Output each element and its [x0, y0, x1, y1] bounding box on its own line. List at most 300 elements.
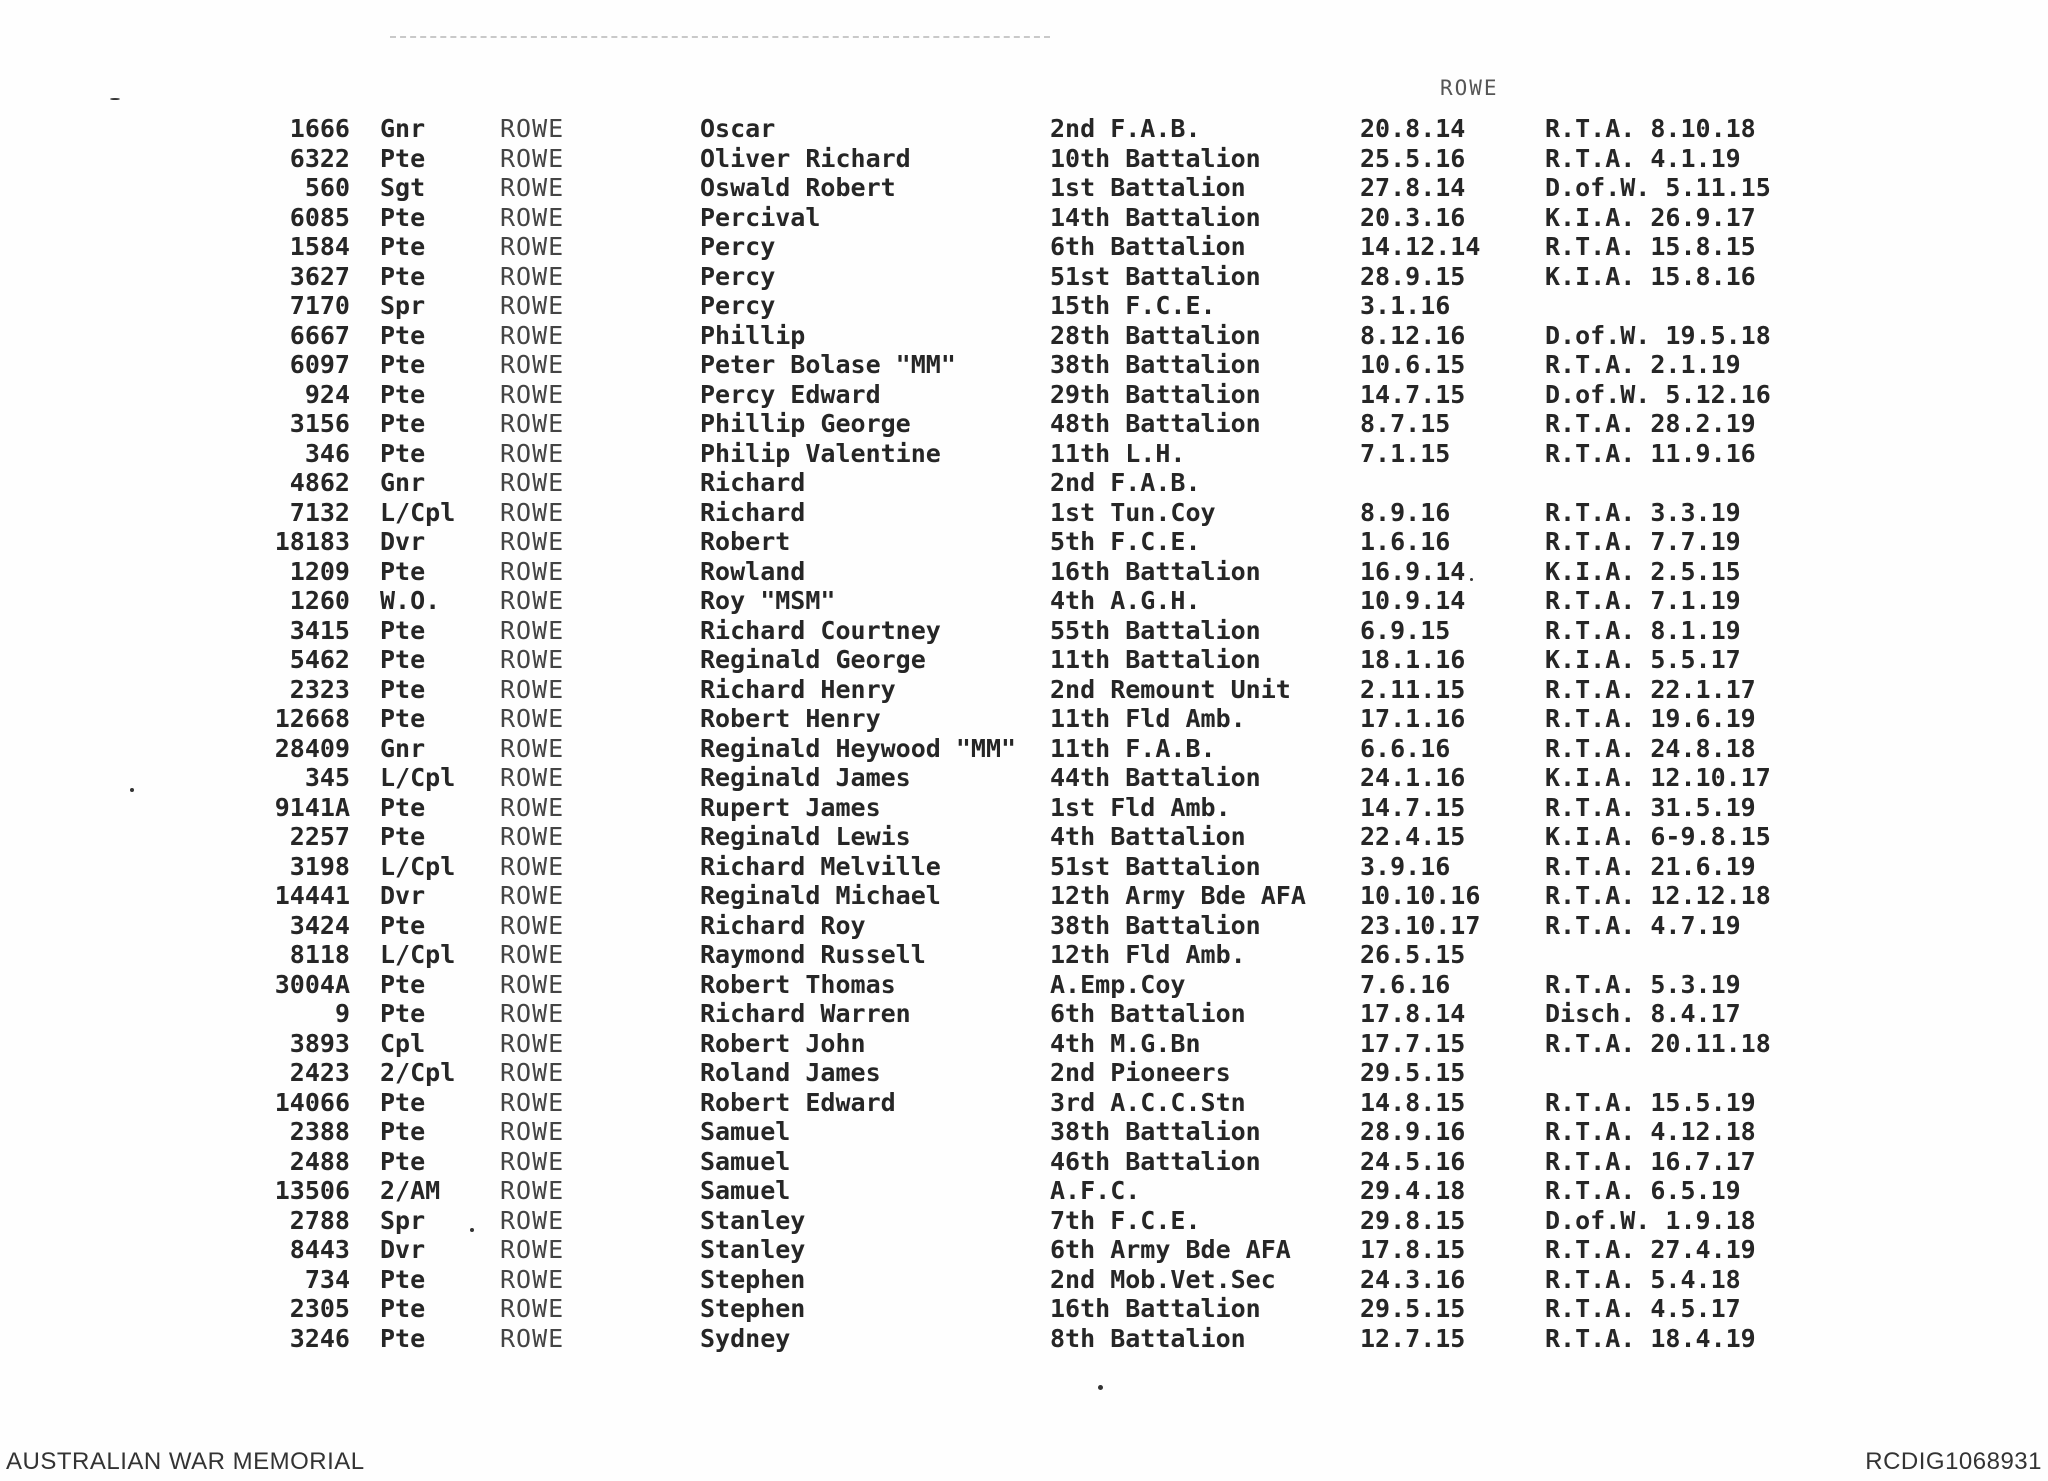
unit: 10th Battalion	[1050, 143, 1261, 173]
surname: ROWE	[500, 409, 565, 438]
given-names: Richard Warren	[700, 999, 911, 1028]
surname: ROWE	[500, 114, 565, 143]
service-number: 3156	[289, 409, 350, 438]
enlistment-date: 17.7.15	[1360, 1028, 1466, 1058]
given-names: Oliver Richard	[700, 143, 911, 173]
roll-row	[0, 1324, 2048, 1354]
unit: 4th M.G.Bn	[1050, 1028, 1201, 1058]
given-names: Stanley	[700, 1205, 806, 1235]
enlistment-date: 24.3.16	[1360, 1264, 1466, 1294]
fate: Disch. 8.4.17	[1545, 999, 1741, 1028]
roll-row	[0, 557, 2048, 587]
given-names: Robert	[700, 527, 791, 556]
roll-row	[0, 1176, 2048, 1206]
fate: K.I.A. 26.9.17	[1545, 202, 1756, 232]
enlistment-date: 27.8.14	[1360, 173, 1466, 202]
service-number: 28409	[274, 733, 350, 763]
given-names: Richard Courtney	[700, 615, 941, 645]
roll-row	[0, 1058, 2048, 1088]
service-number: 2257	[289, 822, 350, 851]
given-names: Reginald George	[700, 645, 926, 674]
unit: 48th Battalion	[1050, 409, 1261, 438]
rank: Pte	[380, 1117, 426, 1146]
unit: 46th Battalion	[1050, 1146, 1261, 1176]
rank: Pte	[380, 674, 426, 704]
unit: 51st Battalion	[1050, 851, 1261, 881]
unit: 38th Battalion	[1050, 910, 1261, 940]
service-number: 4862	[289, 468, 350, 497]
surname: ROWE	[500, 674, 565, 704]
unit: 6th Battalion	[1050, 999, 1246, 1028]
given-names: Rupert James	[700, 792, 881, 822]
unit: 11th L.H.	[1050, 438, 1186, 468]
enlistment-date: 20.3.16	[1360, 202, 1466, 232]
given-names: Richard	[700, 497, 806, 527]
given-names: Stanley	[700, 1235, 806, 1264]
service-number: 3627	[289, 261, 350, 291]
surname: ROWE	[500, 763, 565, 792]
fate: R.T.A. 4.7.19	[1545, 910, 1741, 940]
service-number: 3415	[289, 615, 350, 645]
unit: A.F.C.	[1050, 1176, 1141, 1205]
service-number: 1209	[289, 556, 350, 586]
given-names: Percy	[700, 261, 776, 291]
rank: Pte	[380, 969, 426, 999]
given-names: Stephen	[700, 1294, 806, 1323]
rank: Pte	[380, 143, 426, 173]
rank: Pte	[380, 1323, 426, 1353]
roll-row	[0, 793, 2048, 823]
rank: Pte	[380, 438, 426, 468]
service-number: 12668	[274, 704, 350, 733]
service-number: 6667	[289, 320, 350, 350]
roll-row	[0, 114, 2048, 144]
service-number: 1260	[289, 586, 350, 615]
surname: ROWE	[500, 173, 565, 202]
roll-row	[0, 704, 2048, 734]
top-rule	[390, 36, 1050, 38]
unit: 2nd Pioneers	[1050, 1058, 1231, 1087]
unit: 16th Battalion	[1050, 556, 1261, 586]
enlistment-date: 8.7.15	[1360, 409, 1451, 438]
rank: Pte	[380, 556, 426, 586]
enlistment-date: 6.6.16	[1360, 733, 1451, 763]
enlistment-date: 7.1.15	[1360, 438, 1451, 468]
unit: 38th Battalion	[1050, 1117, 1261, 1146]
given-names: Samuel	[700, 1176, 791, 1205]
fate: R.T.A. 3.3.19	[1545, 497, 1741, 527]
roll-row	[0, 527, 2048, 557]
roll-row	[0, 1029, 2048, 1059]
fate: R.T.A. 18.4.19	[1545, 1323, 1756, 1353]
unit: 2nd Mob.Vet.Sec	[1050, 1264, 1276, 1294]
surname: ROWE	[500, 1087, 565, 1117]
given-names: Percy Edward	[700, 379, 881, 409]
surname: ROWE	[500, 586, 565, 615]
service-number: 1666	[289, 114, 350, 143]
surname: ROWE	[500, 969, 565, 999]
unit: 4th Battalion	[1050, 822, 1246, 851]
service-number: 924	[304, 379, 350, 409]
given-names: Oswald Robert	[700, 173, 896, 202]
service-number: 560	[304, 173, 350, 202]
rank: Pte	[380, 615, 426, 645]
surname: ROWE	[500, 468, 565, 497]
service-number: 8118	[289, 940, 350, 969]
roll-row	[0, 1235, 2048, 1265]
enlistment-date: 24.5.16	[1360, 1146, 1466, 1176]
surname: ROWE	[500, 291, 565, 320]
rank: Pte	[380, 822, 426, 851]
given-names: Robert Edward	[700, 1087, 896, 1117]
surname: ROWE	[500, 1146, 565, 1176]
rank: Pte	[380, 645, 426, 674]
given-names: Samuel	[700, 1117, 791, 1146]
given-names: Sydney	[700, 1323, 791, 1353]
service-number: 2423	[289, 1058, 350, 1087]
rank: Pte	[380, 232, 426, 261]
rank: Pte	[380, 1264, 426, 1294]
unit: 14th Battalion	[1050, 202, 1261, 232]
roll-row	[0, 1294, 2048, 1324]
surname: ROWE	[500, 497, 565, 527]
given-names: Reginald Heywood "MM"	[700, 733, 1017, 763]
service-number: 3246	[289, 1323, 350, 1353]
fate: R.T.A. 22.1.17	[1545, 674, 1756, 704]
fate: D.of.W. 19.5.18	[1545, 320, 1771, 350]
rank: Pte	[380, 350, 426, 379]
fate: R.T.A. 8.1.19	[1545, 615, 1741, 645]
service-number: 346	[304, 438, 350, 468]
surname: ROWE	[500, 350, 565, 379]
service-number: 3424	[289, 910, 350, 940]
fate: R.T.A. 21.6.19	[1545, 851, 1756, 881]
enlistment-date: 23.10.17	[1360, 910, 1481, 940]
fate: R.T.A. 24.8.18	[1545, 733, 1756, 763]
roll-row	[0, 852, 2048, 882]
roll-row	[0, 999, 2048, 1029]
service-number: 2323	[289, 674, 350, 704]
enlistment-date: 17.1.16	[1360, 704, 1466, 733]
rank: Dvr	[380, 1235, 426, 1264]
roll-row	[0, 734, 2048, 764]
enlistment-date: 14.7.15	[1360, 379, 1466, 409]
unit: 8th Battalion	[1050, 1323, 1246, 1353]
unit: 51st Battalion	[1050, 261, 1261, 291]
given-names: Peter Bolase "MM"	[700, 350, 956, 379]
fate: K.I.A. 5.5.17	[1545, 645, 1741, 674]
surname: ROWE	[500, 822, 565, 851]
service-number: 2388	[289, 1117, 350, 1146]
unit: 6th Battalion	[1050, 232, 1246, 261]
given-names: Roland James	[700, 1058, 881, 1087]
enlistment-date: 7.6.16	[1360, 969, 1451, 999]
rank: 2/Cpl	[380, 1058, 456, 1087]
given-names: Richard	[700, 468, 806, 497]
fate: K.I.A. 15.8.16	[1545, 261, 1756, 291]
surname: ROWE	[500, 143, 565, 173]
unit: 1st Fld Amb.	[1050, 792, 1231, 822]
roll-row	[0, 144, 2048, 174]
rank: Pte	[380, 379, 426, 409]
surname: ROWE	[500, 881, 565, 910]
unit: 55th Battalion	[1050, 615, 1261, 645]
given-names: Percival	[700, 202, 821, 232]
roll-row	[0, 586, 2048, 616]
nominal-roll	[0, 114, 2048, 1353]
roll-row	[0, 350, 2048, 380]
service-number: 3004A	[274, 969, 350, 999]
fate: R.T.A. 5.3.19	[1545, 969, 1741, 999]
surname: ROWE	[500, 1205, 565, 1235]
given-names: Stephen	[700, 1264, 806, 1294]
surname: ROWE	[500, 851, 565, 881]
rank: Pte	[380, 320, 426, 350]
enlistment-date: 3.1.16	[1360, 291, 1451, 320]
unit: 16th Battalion	[1050, 1294, 1261, 1323]
given-names: Samuel	[700, 1146, 791, 1176]
surname: ROWE	[500, 261, 565, 291]
roll-row	[0, 911, 2048, 941]
roll-row	[0, 940, 2048, 970]
given-names: Roy "MSM"	[700, 586, 836, 615]
enlistment-date: 14.12.14	[1360, 232, 1481, 261]
given-names: Reginald Lewis	[700, 822, 911, 851]
service-number: 2488	[289, 1146, 350, 1176]
footer-credit: AUSTRALIAN WAR MEMORIAL	[6, 1448, 365, 1475]
given-names: Phillip George	[700, 409, 911, 438]
roll-row	[0, 409, 2048, 439]
roll-row	[0, 468, 2048, 498]
fate: R.T.A. 11.9.16	[1545, 438, 1756, 468]
surname: ROWE	[500, 1294, 565, 1323]
enlistment-date: 24.1.16	[1360, 763, 1466, 792]
service-number: 6085	[289, 202, 350, 232]
fate: D.of.W. 5.12.16	[1545, 379, 1771, 409]
surname: ROWE	[500, 1323, 565, 1353]
service-number: 2305	[289, 1294, 350, 1323]
surname: ROWE	[500, 733, 565, 763]
footer-record-id: RCDIG1068931	[1865, 1448, 2042, 1475]
fate: R.T.A. 4.5.17	[1545, 1294, 1741, 1323]
rank: Pte	[380, 261, 426, 291]
unit: 12th Army Bde AFA	[1050, 881, 1306, 910]
service-number: 345	[304, 763, 350, 792]
surname: ROWE	[500, 940, 565, 969]
service-number: 14441	[274, 881, 350, 910]
rank: Pte	[380, 1087, 426, 1117]
given-names: Robert Henry	[700, 704, 881, 733]
fate: R.T.A. 20.11.18	[1545, 1028, 1771, 1058]
unit: 29th Battalion	[1050, 379, 1261, 409]
enlistment-date: 25.5.16	[1360, 143, 1466, 173]
surname: ROWE	[500, 527, 565, 556]
given-names: Phillip	[700, 320, 806, 350]
rank: Pte	[380, 704, 426, 733]
service-number: 2788	[289, 1205, 350, 1235]
enlistment-date: 3.9.16	[1360, 851, 1451, 881]
surname: ROWE	[500, 202, 565, 232]
roll-row	[0, 439, 2048, 469]
fate: R.T.A. 16.7.17	[1545, 1146, 1756, 1176]
roll-row	[0, 262, 2048, 292]
surname: ROWE	[500, 379, 565, 409]
enlistment-date: 17.8.15	[1360, 1235, 1466, 1264]
roll-row	[0, 380, 2048, 410]
enlistment-date: 14.7.15	[1360, 792, 1466, 822]
unit: 12th Fld Amb.	[1050, 940, 1246, 969]
unit: 1st Battalion	[1050, 173, 1246, 202]
enlistment-date: 28.9.16	[1360, 1117, 1466, 1146]
given-names: Raymond Russell	[700, 940, 926, 969]
rank: Gnr	[380, 114, 426, 143]
roll-row	[0, 822, 2048, 852]
roll-row	[0, 675, 2048, 705]
fate: K.I.A. 12.10.17	[1545, 763, 1771, 792]
surname: ROWE	[500, 645, 565, 674]
rank: Cpl	[380, 1028, 426, 1058]
fate: R.T.A. 6.5.19	[1545, 1176, 1741, 1205]
service-number: 13506	[274, 1176, 350, 1205]
rank: Dvr	[380, 527, 426, 556]
roll-row	[0, 203, 2048, 233]
surname: ROWE	[500, 1058, 565, 1087]
surname: ROWE	[500, 1235, 565, 1264]
unit: 38th Battalion	[1050, 350, 1261, 379]
enlistment-date: 6.9.15	[1360, 615, 1451, 645]
service-number: 18183	[274, 527, 350, 556]
roll-row	[0, 1265, 2048, 1295]
rank: Dvr	[380, 881, 426, 910]
surname: ROWE	[500, 320, 565, 350]
given-names: Rowland	[700, 556, 806, 586]
unit: 11th F.A.B.	[1050, 733, 1216, 763]
unit: 2nd F.A.B.	[1050, 468, 1201, 497]
enlistment-date: 22.4.15	[1360, 822, 1466, 851]
rank: L/Cpl	[380, 940, 456, 969]
service-number: 5462	[289, 645, 350, 674]
unit: 11th Fld Amb.	[1050, 704, 1246, 733]
service-number: 6322	[289, 143, 350, 173]
rank: Pte	[380, 409, 426, 438]
given-names: Richard Roy	[700, 910, 866, 940]
enlistment-date: 14.8.15	[1360, 1087, 1466, 1117]
unit: 4th A.G.H.	[1050, 586, 1201, 615]
roll-row	[0, 645, 2048, 675]
enlistment-date: 10.9.14	[1360, 586, 1466, 615]
fate: R.T.A. 19.6.19	[1545, 704, 1756, 733]
scan-speck	[1098, 1385, 1103, 1390]
service-number: 6097	[289, 350, 350, 379]
roll-row	[0, 291, 2048, 321]
scan-speck	[130, 788, 134, 792]
given-names: Richard Melville	[700, 851, 941, 881]
given-names: Robert Thomas	[700, 969, 896, 999]
enlistment-date: 29.5.15	[1360, 1294, 1466, 1323]
enlistment-date: 12.7.15	[1360, 1323, 1466, 1353]
given-names: Reginald James	[700, 763, 911, 792]
scan-speck	[470, 1228, 474, 1232]
surname: ROWE	[500, 704, 565, 733]
fate: K.I.A. 2.5.15	[1545, 556, 1741, 586]
fate: R.T.A. 4.1.19	[1545, 143, 1741, 173]
service-number: 14066	[274, 1087, 350, 1117]
rank: Spr	[380, 1205, 426, 1235]
service-number: 8443	[289, 1235, 350, 1264]
fate: R.T.A. 15.5.19	[1545, 1087, 1756, 1117]
given-names: Philip Valentine	[700, 438, 941, 468]
fate: R.T.A. 4.12.18	[1545, 1117, 1756, 1146]
rank: Pte	[380, 910, 426, 940]
surname: ROWE	[500, 556, 565, 586]
roll-row	[0, 232, 2048, 262]
rank: L/Cpl	[380, 497, 456, 527]
surname: ROWE	[500, 438, 565, 468]
rank: L/Cpl	[380, 763, 456, 792]
enlistment-date: 8.9.16	[1360, 497, 1451, 527]
surname: ROWE	[500, 1176, 565, 1205]
rank: Pte	[380, 792, 426, 822]
fate: R.T.A. 5.4.18	[1545, 1264, 1741, 1294]
roll-row	[0, 1206, 2048, 1236]
rank: Pte	[380, 202, 426, 232]
roll-row	[0, 498, 2048, 528]
unit: 15th F.C.E.	[1050, 291, 1216, 320]
fate: D.of.W. 5.11.15	[1545, 173, 1771, 202]
enlistment-date: 29.8.15	[1360, 1205, 1466, 1235]
roll-row	[0, 1088, 2048, 1118]
given-names: Reginald Michael	[700, 881, 941, 910]
unit: 2nd F.A.B.	[1050, 114, 1201, 143]
enlistment-date: 26.5.15	[1360, 940, 1466, 969]
unit: 3rd A.C.C.Stn	[1050, 1087, 1246, 1117]
enlistment-date: 20.8.14	[1360, 114, 1466, 143]
fate: R.T.A. 8.10.18	[1545, 114, 1756, 143]
given-names: Percy	[700, 232, 776, 261]
unit: 1st Tun.Coy	[1050, 497, 1216, 527]
roll-row	[0, 1117, 2048, 1147]
given-names: Richard Henry	[700, 674, 896, 704]
rank: Spr	[380, 291, 426, 320]
service-number: 3893	[289, 1028, 350, 1058]
roll-row	[0, 173, 2048, 203]
fate: R.T.A. 7.1.19	[1545, 586, 1741, 615]
surname: ROWE	[500, 1264, 565, 1294]
surname: ROWE	[500, 792, 565, 822]
unit: A.Emp.Coy	[1050, 969, 1186, 999]
enlistment-date: 10.6.15	[1360, 350, 1466, 379]
surname: ROWE	[500, 615, 565, 645]
fate: R.T.A. 15.8.15	[1545, 232, 1756, 261]
enlistment-date: 1.6.16	[1360, 527, 1451, 556]
roll-row	[0, 763, 2048, 793]
roll-row	[0, 321, 2048, 351]
enlistment-date: 16.9.14	[1360, 556, 1466, 586]
unit: 28th Battalion	[1050, 320, 1261, 350]
roll-row	[0, 970, 2048, 1000]
rank: Pte	[380, 1146, 426, 1176]
service-number: 9141A	[274, 792, 350, 822]
enlistment-date: 28.9.15	[1360, 261, 1466, 291]
enlistment-date: 2.11.15	[1360, 674, 1466, 704]
unit: 11th Battalion	[1050, 645, 1261, 674]
rank: Pte	[380, 999, 426, 1028]
surname: ROWE	[500, 910, 565, 940]
scan-speck	[110, 98, 120, 100]
fate: R.T.A. 12.12.18	[1545, 881, 1771, 910]
service-number: 9	[334, 999, 350, 1028]
rank: Gnr	[380, 733, 426, 763]
